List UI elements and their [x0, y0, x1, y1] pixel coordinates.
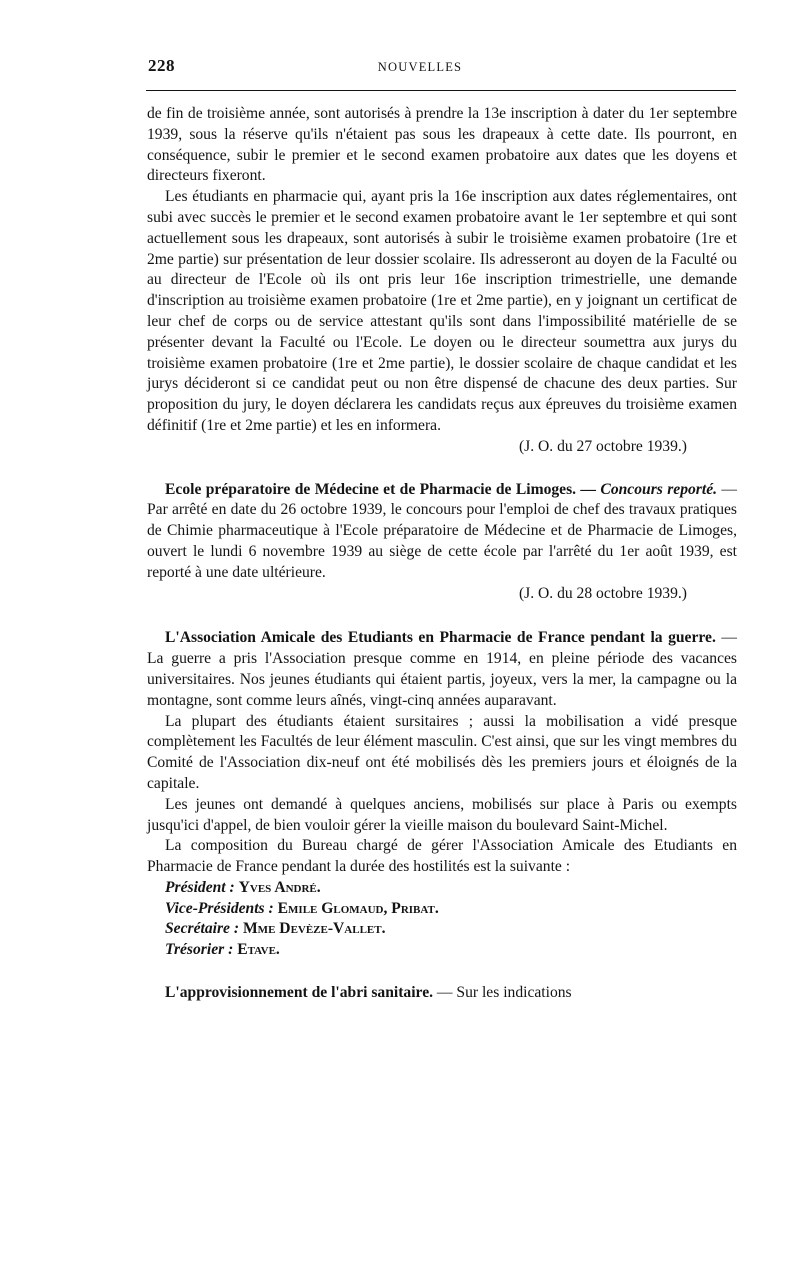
article2-paragraph: [147, 480, 737, 584]
article2-subtitle: — Concours reporté.: [580, 480, 718, 498]
article1-paragraph-1: de fin de troisième année, sont autorisés à prendre la 13e inscription à dater du 1er septembre 1939, sous la réserve qu'ils n'étaient pas sous les drapeaux à cette date. Ils pourront, en conséquence, subir le premier et le second examen probatoire aux dates que les doyens et directeurs fixeront.: [147, 105, 737, 185]
bureau-secretary: [147, 919, 737, 940]
article4-title: L'approvisionnement de l'abri sanitaire.: [165, 984, 434, 1002]
bureau-role: Trésorier :: [165, 941, 234, 959]
article1-citation: (J. O. du 27 octobre 1939.): [518, 437, 687, 455]
bureau-role: Vice-Présidents :: [165, 899, 274, 917]
article3-paragraph-3: Les jeunes ont demandé à quelques anciens, mobilisés sur place à Paris ou exempts jusqu'ici d'appel, de bien vouloir gérer la vieille maison du boulevard Saint-Michel.: [147, 795, 737, 834]
bureau-name: Yves André.: [238, 878, 321, 896]
bureau-name: Mme Devèze-Vallet.: [242, 920, 386, 938]
bureau-role: Secrétaire :: [165, 920, 240, 938]
header-rule: [146, 90, 736, 91]
article4-paragraph: [147, 983, 737, 1004]
article4-body: — Sur les indications: [436, 984, 572, 1002]
page-number: 228: [148, 56, 175, 75]
section-gap: [147, 604, 737, 628]
bureau-vice-presidents: [147, 899, 737, 920]
running-title: NOUVELLES: [377, 60, 463, 74]
bureau-role: Président :: [165, 878, 235, 896]
article2-citation: (J. O. du 28 octobre 1939.): [518, 584, 687, 602]
article2-body: — Par arrêté en date du 26 octobre 1939, le concours pour l'emploi de chef des travaux pratiques de Chimie pharmaceutique à l'Ecole préparatoire de Médecine et de Pharmacie de Limoges, ouvert le lundi 6 novembre 1939 au siège de cette école par l'arrêté du 1er août 1939, est reporté à une date ultérieure.: [147, 480, 737, 581]
bureau-name: Etave.: [237, 941, 280, 959]
article3-title: L'Association Amicale des Etudiants en Pharmacie de France pendant la guerre.: [165, 629, 716, 647]
article2-title: Ecole préparatoire de Médecine et de Pharmacie de Limoges.: [165, 480, 577, 498]
bureau-president: [147, 878, 737, 899]
bureau-name: Emile Glomaud, Pribat.: [277, 899, 439, 917]
bureau-treasurer: [147, 940, 737, 961]
article3-paragraph-2: La plupart des étudiants étaient sursitaires ; aussi la mobilisation a vidé presque complètement les Facultés de leur élément masculin. C'est ainsi, que sur les vingt membres du Comité de l'Association dix-neuf ont été mobilisés dès les premiers jours et éloignés de la capitale.: [147, 712, 737, 792]
article3-paragraph-1: [147, 628, 737, 711]
page-content: [147, 104, 737, 1004]
article1-paragraph-2: Les étudiants en pharmacie qui, ayant pris la 16e inscription aux dates réglementaires, ont subi avec succès le premier et le second examen probatoire avant le 1er septembre et qui sont actuellement sous les drapeaux, sont autorisés à subir le troisième examen probatoire (1re et 2me partie) sur présentation de leur dossier scolaire. Ils adresseront au doyen de la Faculté ou au directeur de l'Ecole où ils ont pris leur 16e inscription trimestrielle, une demande d'inscription au troisième examen probatoire (1re et 2me partie), en y joignant un certificat de leur chef de corps ou de service attestant qu'ils sont dans l'impossibilité matérielle de se présenter devant la Faculté ou l'Ecole. Le doyen ou le directeur soumettra aux jurys du troisième examen probatoire (1re et 2me partie), le dossier scolaire de chaque candidat et les jurys décideront si ce candidat peut ou non être dispensé de chacune des deux parties. Sur proposition du jury, le doyen déclarera les candidats reçus aux épreuves du troisième examen définitif (1re et 2me partie) et les en informera.: [147, 188, 737, 434]
article3-intro: — La guerre a pris l'Association presque comme en 1914, en pleine période des vacances universitaires. Nos jeunes étudiants qui étaient partis, joyeux, vers la mer, la campagne ou la montagne, sont comme leurs aînés, vingt-cinq années auparavant.: [147, 629, 737, 709]
section-gap: [147, 458, 737, 480]
section-gap: [147, 961, 737, 983]
article3-paragraph-4: La composition du Bureau chargé de gérer l'Association Amicale des Etudiants en Pharmacie de France pendant la durée des hostilités est la suivante :: [147, 837, 737, 876]
